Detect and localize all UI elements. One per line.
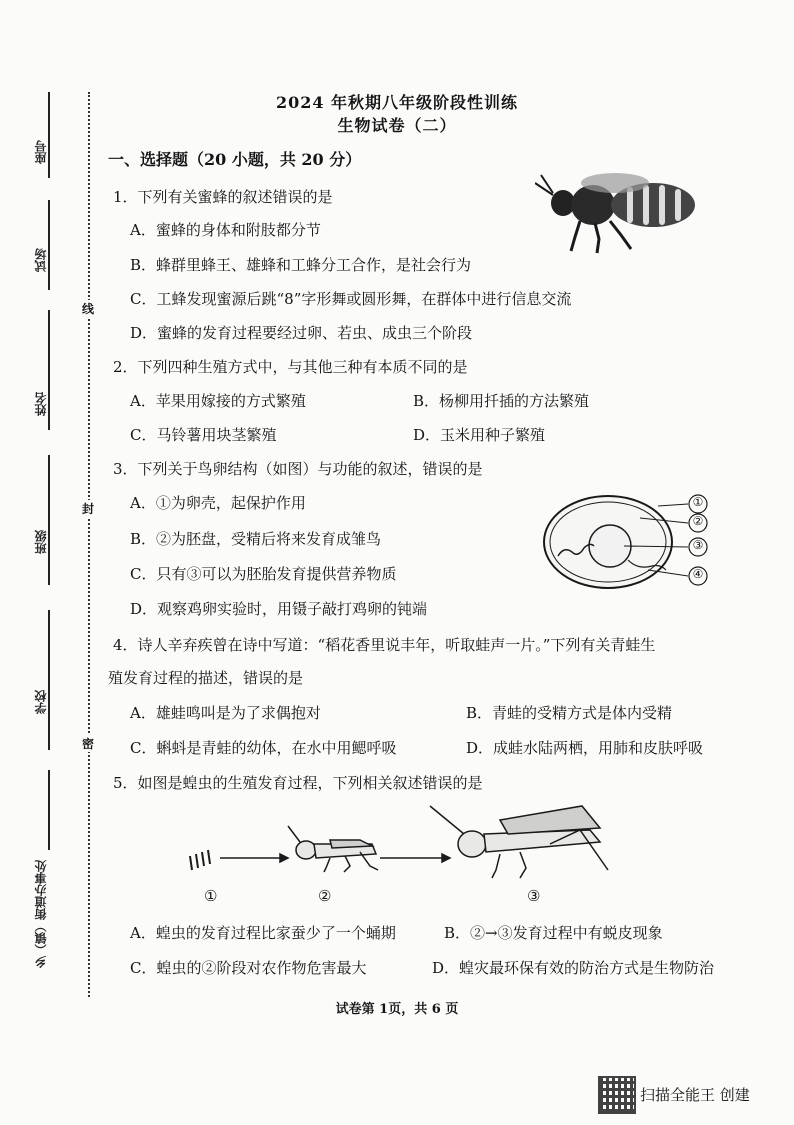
- seal-dotted-line: [88, 92, 90, 997]
- egg-label-4: ④: [692, 567, 704, 581]
- district-line: [48, 770, 50, 850]
- q4-option-d: D．成蛙水陆两栖，用肺和皮肤呼吸: [466, 739, 704, 757]
- q2-option-c: C．马铃薯用块茎繁殖: [130, 426, 277, 444]
- locust-lifecycle-diagram: [180, 800, 620, 885]
- school-label: 学校: [34, 690, 48, 714]
- q1-option-a: A．蜜蜂的身体和附肢都分节: [130, 221, 321, 239]
- q4-option-c: C．蝌蚪是青蛙的幼体，在水中用鳃呼吸: [130, 739, 397, 757]
- class-line: [48, 455, 50, 585]
- q3-option-b: B．②为胚盘，受精后将来发育成雏鸟: [130, 530, 382, 548]
- q1-stem: 1．下列有关蜜蜂的叙述错误的是: [113, 188, 333, 206]
- locust-label-2: ②: [318, 887, 332, 905]
- q1-option-b: B．蜂群里蜂王、雄蜂和工蜂分工合作，是社会行为: [130, 256, 472, 274]
- q1-option-d: D．蜜蜂的发育过程要经过卵、若虫、成虫三个阶段: [130, 324, 473, 342]
- q5-stem: 5．如图是蝗虫的生殖发育过程，下列相关叙述错误的是: [113, 774, 483, 792]
- q5-option-d: D．蝗灾最环保有效的防治方式是生物防治: [432, 959, 715, 977]
- page-footer: 试卷第 1页，共 6 页: [335, 1002, 459, 1017]
- exam-title: 2024 年秋期八年级阶段性训练: [275, 93, 519, 112]
- class-label: 班级: [34, 530, 48, 554]
- q4-stem-line2: 殖发育过程的描述，错误的是: [108, 669, 304, 687]
- q2-option-d: D．玉米用种子繁殖: [413, 426, 546, 444]
- district-label: 乡（镇）街道办事处: [34, 860, 48, 968]
- name-label: 姓名: [34, 392, 48, 416]
- q5-option-a: A．蝗虫的发育过程比家蚕少了一个蛹期: [130, 924, 396, 942]
- locust-label-1: ①: [204, 887, 218, 905]
- q2-stem: 2．下列四种生殖方式中，与其他三种有本质不同的是: [113, 358, 468, 376]
- binding-margin: [0, 0, 100, 1010]
- bee-illustration: [535, 165, 705, 255]
- egg-label-2: ②: [692, 514, 704, 528]
- seal-char-secret: 密: [81, 737, 94, 751]
- exam-subtitle: 生物试卷（二）: [337, 116, 457, 135]
- q4-option-b: B．青蛙的受精方式是体内受精: [466, 704, 673, 722]
- section-heading: 一、选择题（20 小题，共 20 分）: [108, 150, 362, 169]
- q5-option-c: C．蝗虫的②阶段对农作物危害最大: [130, 959, 367, 977]
- scanner-watermark: 扫描全能王 创建: [640, 1086, 750, 1104]
- seal-char-line: 线: [81, 302, 94, 316]
- q2-option-a: A．苹果用嫁接的方式繁殖: [130, 392, 306, 410]
- q2-option-b: B．杨柳用扦插的方法繁殖: [413, 392, 590, 410]
- q3-option-c: C．只有③可以为胚胎发育提供营养物质: [130, 565, 397, 583]
- q5-option-b: B．②→③发育过程中有蜕皮现象: [444, 924, 663, 942]
- egg-label-1: ①: [692, 495, 704, 509]
- room-line: [48, 200, 50, 290]
- seat-label: 座号: [34, 140, 48, 164]
- qr-code-icon: [598, 1076, 636, 1114]
- q3-stem: 3．下列关于鸟卵结构（如图）与功能的叙述，错误的是: [113, 460, 483, 478]
- q1-option-c: C．工蜂发现蜜源后跳“8”字形舞或圆形舞，在群体中进行信息交流: [130, 290, 572, 308]
- q3-option-a: A．①为卵壳，起保护作用: [130, 494, 306, 512]
- egg-label-3: ③: [692, 538, 704, 552]
- school-line: [48, 610, 50, 750]
- seal-char-seal: 封: [81, 502, 94, 516]
- q3-option-d: D．观察鸡卵实验时，用镊子敲打鸡卵的钝端: [130, 600, 428, 618]
- locust-label-3: ③: [527, 887, 541, 905]
- q4-option-a: A．雄蛙鸣叫是为了求偶抱对: [130, 704, 321, 722]
- exam-room-label: 试场: [34, 248, 48, 272]
- q4-stem-line1: 4．诗人辛弃疾曾在诗中写道：“稻花香里说丰年，听取蛙声一片。”下列有关青蛙生: [113, 636, 656, 654]
